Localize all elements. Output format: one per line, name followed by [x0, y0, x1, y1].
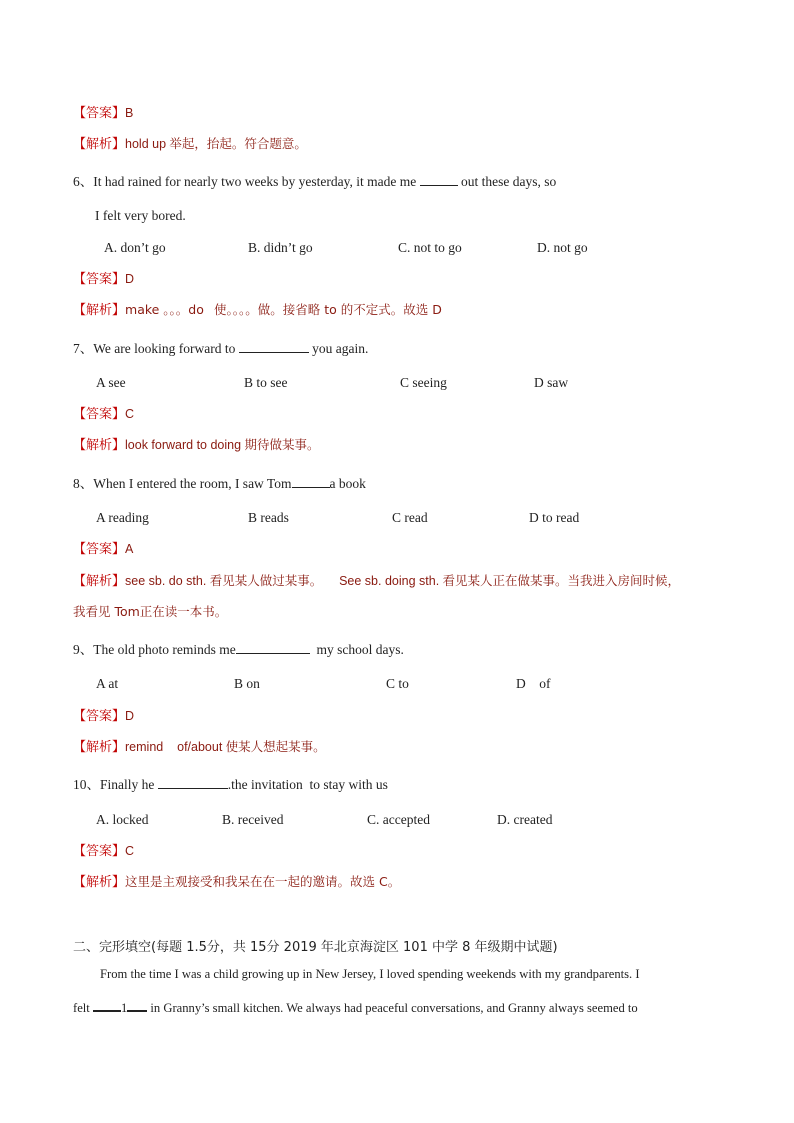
analysis-cn: 这里是主观接受和我呆在在一起的邀请。故选 C。 — [125, 874, 401, 889]
answer-tag: 【答案】 — [73, 709, 126, 724]
analysis-tag: 【解析】 — [73, 740, 126, 755]
question-number: 6、 — [73, 174, 94, 189]
para-text: felt — [73, 1001, 90, 1015]
option-c: C read — [392, 510, 428, 525]
option-d: D. not go — [537, 240, 588, 255]
analysis-line-10 — [73, 873, 400, 892]
option-d: D saw — [534, 375, 569, 390]
option-c: C. accepted — [367, 812, 430, 827]
question-number: 7、 — [73, 341, 94, 356]
option-c: C. not to go — [398, 240, 462, 255]
analysis-line-9 — [73, 738, 326, 757]
option-c: C seeing — [400, 375, 447, 390]
stem-text: my school days. — [316, 642, 404, 657]
analysis-line-6 — [73, 301, 442, 320]
answer-value: C — [125, 407, 135, 421]
answer-blank — [239, 340, 309, 353]
analysis-tag: 【解析】 — [73, 574, 126, 589]
answer-value: D — [125, 272, 135, 286]
para-text: in Granny’s small kitchen. We always had peaceful conversations, and Granny always seemed to — [150, 1001, 638, 1015]
answer-tag: 【答案】 — [73, 106, 126, 121]
option-a: A. locked — [96, 812, 149, 827]
answer-tag: 【答案】 — [73, 407, 126, 422]
stem-text: Finally he — [100, 777, 155, 792]
analysis-cn: 使某人想起某事。 — [225, 739, 326, 754]
analysis-a: make 。。。do — [125, 302, 204, 317]
analysis-en: hold up — [125, 137, 167, 151]
stem-text: We are looking forward to — [93, 341, 236, 356]
question-7-stem — [73, 340, 368, 358]
option-a: A at — [96, 676, 119, 691]
answer-blank — [158, 776, 228, 789]
answer-line-5 — [73, 104, 133, 123]
option-b: B reads — [248, 510, 289, 525]
analysis-tag: 【解析】 — [73, 438, 126, 453]
answer-blank — [292, 475, 330, 488]
stem-text: a book — [329, 476, 366, 491]
question-6-stem — [73, 173, 556, 191]
answer-tag: 【答案】 — [73, 844, 126, 859]
analysis-tag: 【解析】 — [73, 137, 126, 152]
question-9-stem — [73, 641, 404, 659]
option-b: B. received — [222, 812, 284, 827]
analysis-cn: 我看见 Tom正在读一本书。 — [73, 604, 228, 619]
answer-line-8 — [73, 540, 133, 559]
analysis-cn: 期待做某事。 — [244, 437, 320, 452]
analysis-en: See sb. doing sth. — [339, 574, 440, 588]
analysis-line-8-cont — [73, 603, 227, 621]
stem-text: The old photo reminds me — [93, 642, 236, 657]
analysis-en: see sb. do sth. — [125, 574, 207, 588]
answer-value: B — [125, 106, 134, 120]
analysis-line-7 — [73, 436, 319, 455]
blank-number: 1 — [120, 1001, 128, 1015]
option-d: D. created — [497, 812, 553, 827]
answer-value: A — [125, 542, 134, 556]
stem-text: When I entered the room, I saw Tom — [93, 476, 292, 491]
question-6-stem-line2: I felt very bored. — [95, 208, 186, 223]
answer-line-6 — [73, 270, 134, 289]
answer-value: D — [125, 709, 135, 723]
analysis-tag: 【解析】 — [73, 303, 126, 318]
option-b: B on — [234, 676, 260, 691]
question-10-stem — [73, 776, 388, 794]
question-number: 8、 — [73, 476, 94, 491]
option-a: A reading — [96, 510, 149, 525]
question-8-stem — [73, 475, 366, 493]
cloze-paragraph-line1: From the time I was a child growing up in New Jersey, I loved spending weekends with my grandparents. I — [100, 967, 640, 981]
option-d: D of — [516, 676, 551, 691]
analysis-b: 使。。。。做。接省略 to 的不定式。故选 D — [214, 302, 442, 317]
analysis-en: look forward to doing — [125, 438, 242, 452]
section-title: 二、完形填空(每题 1.5分，共 15分 2019 年北京海淀区 101 中学 8 年级期中试题) — [73, 940, 558, 955]
answer-blank — [236, 641, 310, 654]
analysis-en: remind of/about — [125, 740, 223, 754]
option-a: A see — [96, 375, 126, 390]
option-a: A. don’t go — [104, 240, 166, 255]
cloze-blank — [93, 998, 121, 1012]
answer-tag: 【答案】 — [73, 542, 126, 557]
stem-text: you again. — [312, 341, 369, 356]
stem-text: out these days, so — [461, 174, 557, 189]
answer-line-9 — [73, 707, 134, 726]
question-number: 9、 — [73, 642, 94, 657]
stem-text: .the invitation to stay with us — [227, 777, 388, 792]
analysis-line-5 — [73, 135, 307, 154]
analysis-cn: 举起，抬起。符合题意。 — [169, 136, 307, 151]
answer-line-10 — [73, 842, 134, 861]
answer-blank — [420, 173, 458, 186]
option-b: B to see — [244, 375, 288, 390]
analysis-line-8 — [73, 572, 680, 591]
answer-line-7 — [73, 405, 134, 424]
answer-tag: 【答案】 — [73, 272, 126, 287]
analysis-tag: 【解析】 — [73, 875, 126, 890]
option-d: D to read — [529, 510, 580, 525]
cloze-blank — [127, 998, 147, 1012]
stem-text: It had rained for nearly two weeks by yesterday, it made me — [93, 174, 417, 189]
option-c: C to — [386, 676, 409, 691]
analysis-cn: 看见某人正在做某事。当我进入房间时候， — [442, 573, 681, 588]
cloze-paragraph-line2 — [73, 998, 638, 1016]
question-number: 10、 — [73, 777, 100, 792]
option-b: B. didn’t go — [248, 240, 313, 255]
analysis-cn: 看见某人做过某事。 — [209, 573, 323, 588]
answer-value: C — [125, 844, 135, 858]
